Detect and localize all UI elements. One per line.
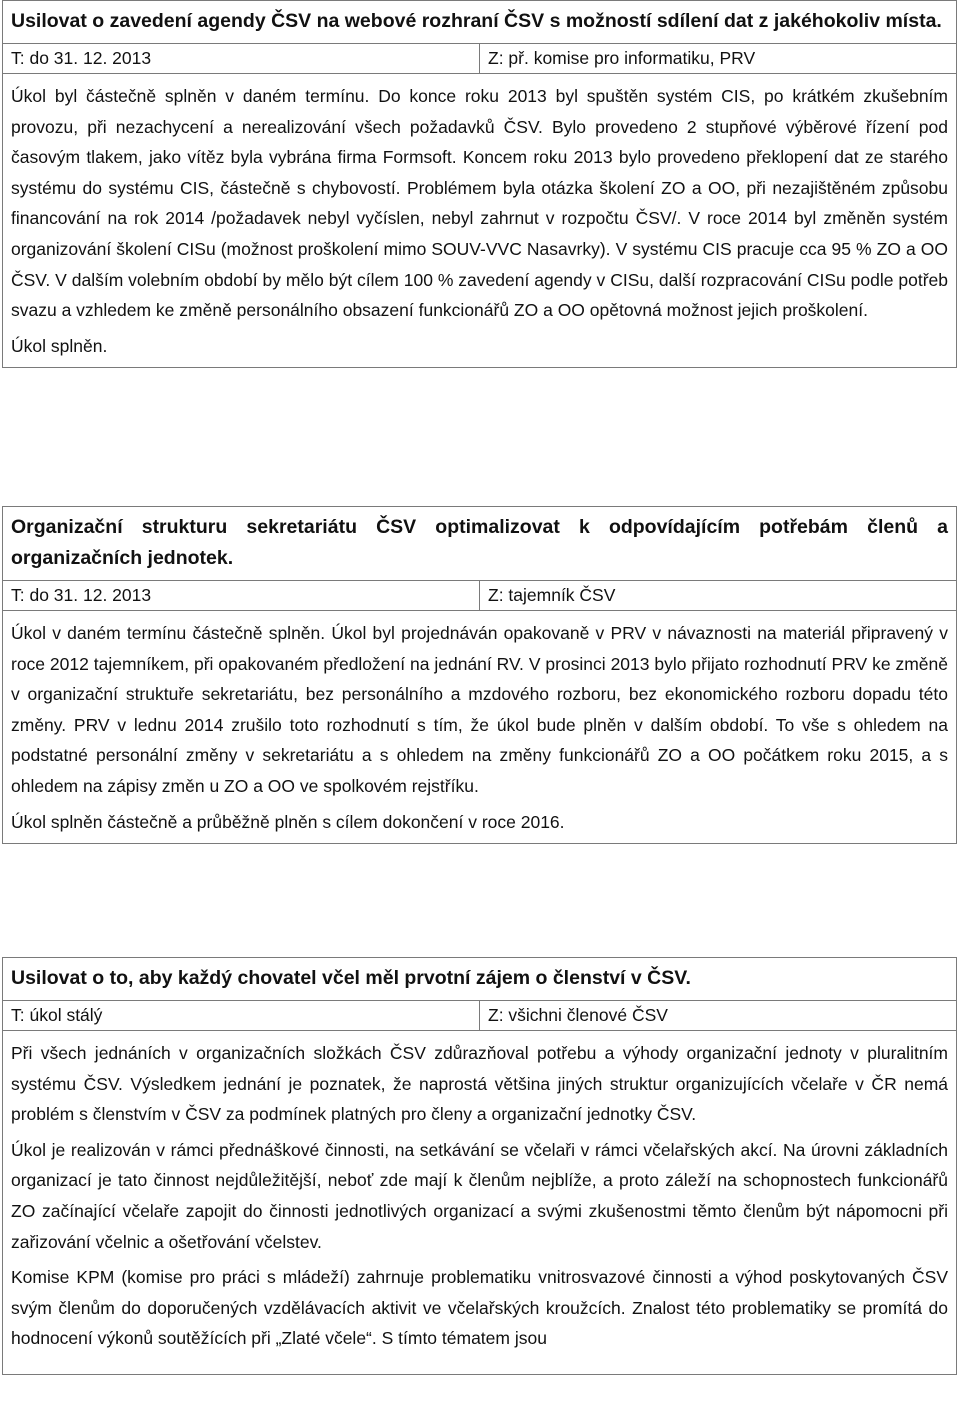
report-paragraph: Úkol splněn. xyxy=(11,335,108,356)
task-table-2 xyxy=(2,506,957,844)
report-paragraph: Komise KPM (komise pro práci s mládeží) zahrnuje problematiku vnitrosvazové činnosti a výhod poskytovaných ČSV svým členům do doporučených vzdělávacích aktivit ve včelařských kroužcích. Znalost této problematiky se promítá do hodnocení výkonů soutěžících při „Zlaté včele“. S tímto tématem jsou xyxy=(11,1267,948,1349)
task-responsible: Z: všichni členové ČSV xyxy=(480,1001,957,1031)
report-paragraph: Úkol je realizován v rámci přednáškové činnosti, na setkávání se včelaři v rámci včelařských akcí. Na úrovni základních organizací je tato činnost nejdůležitější, neboť zde mají k členům nejblíže, a proto záleží na schopnostech funkcionářů ZO začínající včelaře zapojit do činnosti jednotlivých organizací a svými zkušenostmi těmto členům být nápomocni při zařizování včelnic a ošetřování včelstev. xyxy=(11,1139,948,1252)
task-responsible: Z: př. komise pro informatiku, PRV xyxy=(480,44,957,74)
task-title: Organizační strukturu sekretariátu ČSV optimalizovat k odpovídajícím potřebám členů a organizačních jednotek. xyxy=(3,507,957,581)
task-section-2 xyxy=(2,506,957,844)
task-deadline: T: do 31. 12. 2013 xyxy=(3,581,480,611)
task-report xyxy=(3,74,957,368)
task-deadline: T: úkol stálý xyxy=(3,1001,480,1031)
task-title: Usilovat o zavedení agendy ČSV na webové rozhraní ČSV s možností sdílení dat z jakéhokoliv místa. xyxy=(3,1,957,44)
task-section-1 xyxy=(2,0,957,368)
report-paragraph: Úkol splněn částečně a průběžně plněn s cílem dokončení v roce 2016. xyxy=(11,811,565,832)
task-table-1 xyxy=(2,0,957,368)
report-paragraph: Úkol byl částečně splněn v daném termínu. Do konce roku 2013 byl spuštěn systém CIS, po krátkém zkušebním provozu, při nezachycení a nerealizování všech požadavků ČSV. Bylo provedeno 2 stupňové výběrové řízení pod časovým tlakem, jako vítěz byla vybrána firma Formsoft. Koncem roku 2013 bylo provedeno překlopení dat ze starého systému do systému CIS, částečně s chybovostí. Problémem byla otázka školení ZO a OO, při nezajištěném způsobu financování na rok 2014 /požadavek nebyl vyčíslen, nebyl zahrnut v rozpočtu ČSV/. V roce 2014 byl změněn systém organizování školení CISu (možnost proškolení mimo SOUV-VVC Nasavrky). V systému CIS pracuje cca 95 % ZO a OO ČSV. V dalším volebním období by mělo být cílem 100 % zavedení agendy v CISu, další rozpracování CISu podle potřeb svazu a vzhledem ke změně personálního obsazení funkcionářů ZO a OO opětovná možnost jejich proškolení. xyxy=(11,86,948,321)
report-paragraph: Při všech jednáních v organizačních složkách ČSV zdůrazňoval potřebu a výhody organizační jednoty v pluralitním systému ČSV. Výsledkem jednání je poznatek, že naprostá většina jiných struktur organizujících včelaře v ČR nemá problém s členstvím v ČSV za podmínek platných pro členy a organizační jednotky ČSV. xyxy=(11,1043,948,1125)
task-report xyxy=(3,611,957,844)
task-deadline: T: do 31. 12. 2013 xyxy=(3,44,480,74)
task-section-3 xyxy=(2,957,957,1375)
task-report xyxy=(3,1031,957,1375)
task-table-3 xyxy=(2,957,957,1375)
task-title: Usilovat o to, aby každý chovatel včel měl prvotní zájem o členství v ČSV. xyxy=(3,958,957,1001)
task-responsible: Z: tajemník ČSV xyxy=(480,581,957,611)
report-paragraph: Úkol v daném termínu částečně splněn. Úkol byl projednáván opakovaně v PRV v návaznosti na materiál připravený v roce 2012 tajemníkem, při opakovaném předložení na jednání RV. V prosinci 2013 bylo přijato rozhodnutí PRV ke změně v organizační struktuře sekretariátu, bez personálního a mzdového rozboru, bez ekonomického rozboru dopadu této změny. PRV v lednu 2014 zrušilo toto rozhodnutí s tím, že úkol bude plněn v dalším období. To vše s ohledem na podstatné personální změny v sekretariátu a s ohledem na změny funkcionářů ZO a OO počátkem roku 2015, a s ohledem na zápisy změn u ZO a OO ve spolkovém rejstříku. xyxy=(11,623,948,796)
